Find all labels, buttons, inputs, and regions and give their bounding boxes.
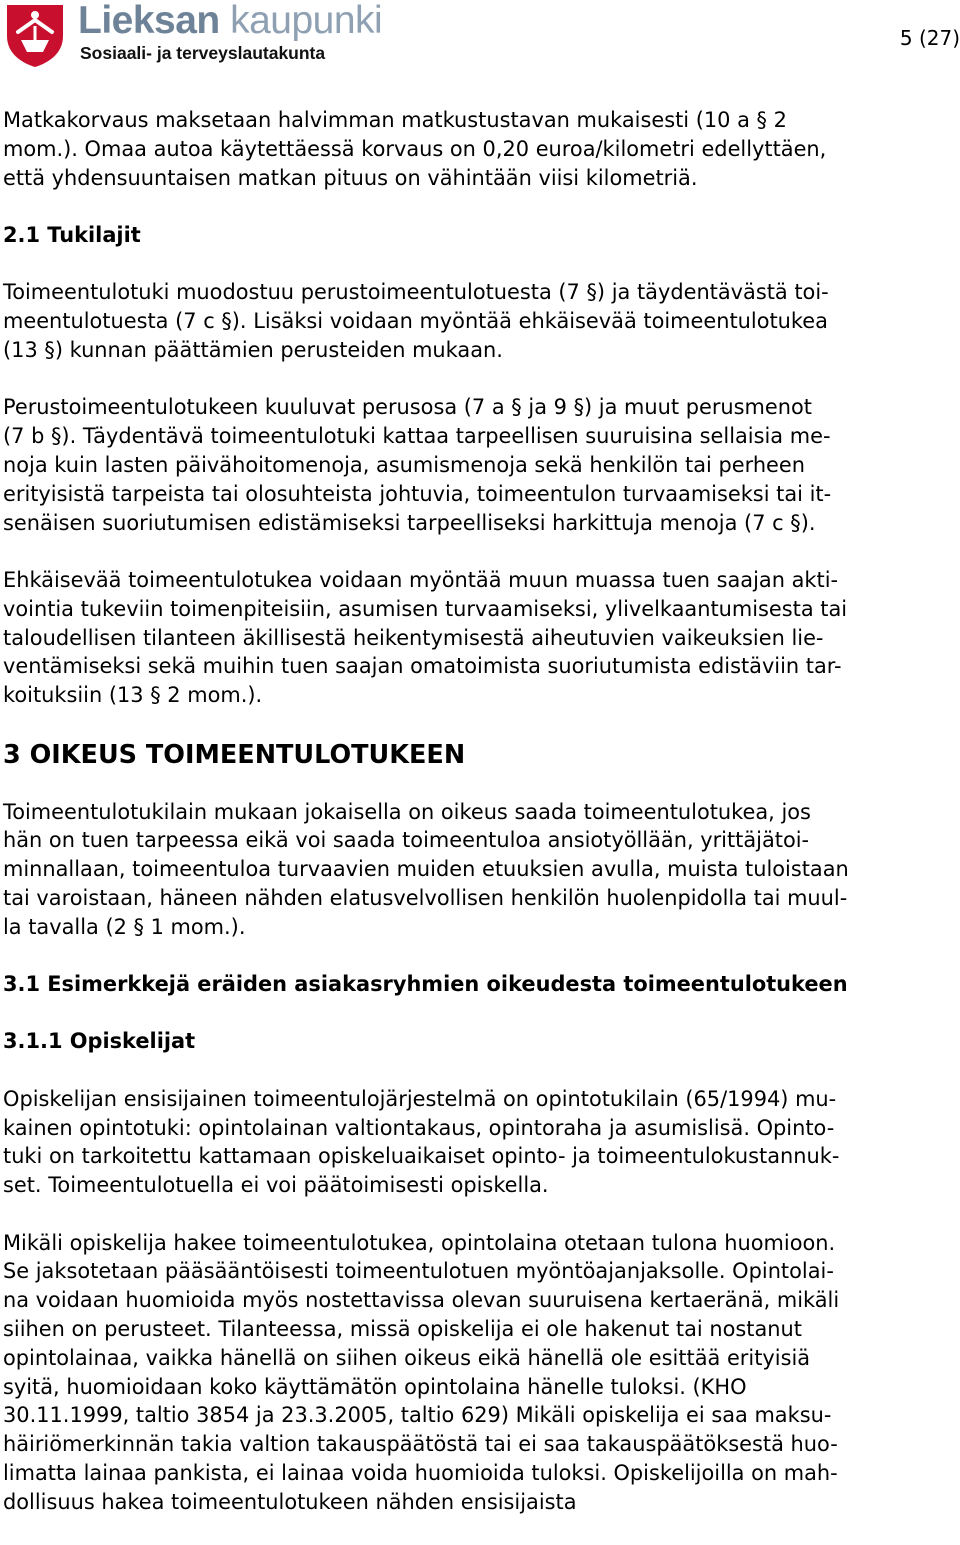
page-number: 5 (27) bbox=[899, 26, 960, 50]
paragraph-support-types: Toimeentulotuki muodostuu perustoimeentulotuesta (7 §) ja täydentävästä toi- meentulotuesta (7 c §). Lisäksi voidaan myöntää ehkäisevää toimeentulotukea (13 §) kunnan päättämien perusteiden mukaan. bbox=[3, 280, 829, 362]
paragraph-student-loan: Mikäli opiskelija hakee toimeentulotukea, opintolaina otetaan tulona huomioon. Se jaksotetaan pääsääntöisesti toimeentulotuen myöntöajanjaksolle. Opintolai- na voidaan huomioida myös nostettavissa olevan suuruisena kertaeränä, mikäli siihen on perusteet. Tilanteessa, missä opiskelija ei ole hakenut tai nostanut opintolainaa, vaikka hänellä on siihen oikeus eikä hänellä ole esittää erityisiä syitä, huomioidaan koko käyttämätön opintolaina hänelle tuloksi. (KHO 30.11.1999, taltio 3854 ja 23.3.2005, taltio 629) Mikäli opiskelija ei saa maksu- häiriömerkinnän takia valtion takauspäätöstä tai ei saa takauspäätöksestä huo- limatta lainaa pankista, ei lainaa voida huomioida tuloksi. Opiskelijoilla on mah- dollisuus hakea toimeentulotukeen nähden ensisijaista bbox=[3, 1230, 840, 1514]
logo-subtitle: Sosiaali- ja terveyslautakunta bbox=[80, 43, 326, 63]
paragraph-travel-compensation: Matkakorvaus maksetaan halvimman matkustustavan mukaisesti (10 a § 2 mom.). Omaa autoa käytettäessä korvaus on 0,20 euroa/kilometri edellyttäen, että yhdensuuntaisen matkan pituus on vähintään viisi kilometriä. bbox=[3, 108, 827, 190]
heading-2-1: 2.1 Tukilajit bbox=[3, 222, 141, 247]
logo-bold-text: Lieksan bbox=[78, 0, 220, 42]
heading-3-1: 3.1 Esimerkkejä eräiden asiakasryhmien oikeudesta toimeentulotukeen bbox=[3, 972, 848, 997]
heading-3-1-1: 3.1.1 Opiskelijat bbox=[3, 1029, 196, 1054]
paragraph-right-to-support: Toimeentulotukilain mukaan jokaisella on oikeus saada toimeentulotukea, jos hän on tuen tarpeessa eikä voi saada toimeentuloa ansiotyöllään, yrittäjätoi- minnallaan, toimeentuloa turvaavien muiden etuuksien avulla, muista tuloistaan tai varoistaan, häneen nähden elatusvelvollisen henkilön huolenpidolla tai muul- la tavalla (2 § 1 mom.). bbox=[3, 799, 849, 939]
paragraph-basic-support: Perustoimeentulotukeen kuuluvat perusosa (7 a § ja 9 §) ja muut perusmenot (7 b §). Täydentävä toimeentulotuki kattaa tarpeellisen suuruisina sellaisia me- noja kuin lasten päivähoitomenoja, asumismenoja sekä henkilön tai perheen erityisistä tarpeista tai olosuhteista johtuvia, toimeentulon turvaamiseksi tai it- senäisen suoriutumisen edistämiseksi tarpeelliseksi harkittuja menoja (7 c §). bbox=[3, 395, 832, 535]
document-body bbox=[3, 106, 956, 1545]
city-crest-icon bbox=[4, 2, 66, 68]
logo-wordmark bbox=[78, 0, 382, 44]
heading-3: 3 OIKEUS TOIMEENTULOTUKEEN bbox=[3, 739, 466, 770]
paragraph-preventive-support: Ehkäisevää toimeentulotukea voidaan myöntää muun muassa tuen saajan akti- vointia tukeviin toimenpiteisiin, asumisen turvaamiseksi, ylivelkaantumisesta tai taloudellisen tilanteen äkillisestä heikentymisestä aiheutuvien vaikeuksien lie- ventämiseksi sekä muihin tuen saajan omatoimista suoriutumista edistäviin tar- koituksiin (13 § 2 mom.). bbox=[3, 567, 848, 708]
page-header bbox=[0, 0, 960, 80]
paragraph-students-primary: Opiskelijan ensisijainen toimeentulojärjestelmä on opintotukilain (65/1994) mu- kainen opintotuki: opintolainan valtiontakaus, opintoraha ja asumislisä. Opinto- tuki on tarkoitettu kattamaan opiskeluaikaiset opinto- ja toimeentulokustannuk- set. Toimeentulotuella ei voi päätoimisesti opiskella. bbox=[3, 1086, 840, 1198]
logo-light-text: kaupunki bbox=[230, 0, 383, 42]
